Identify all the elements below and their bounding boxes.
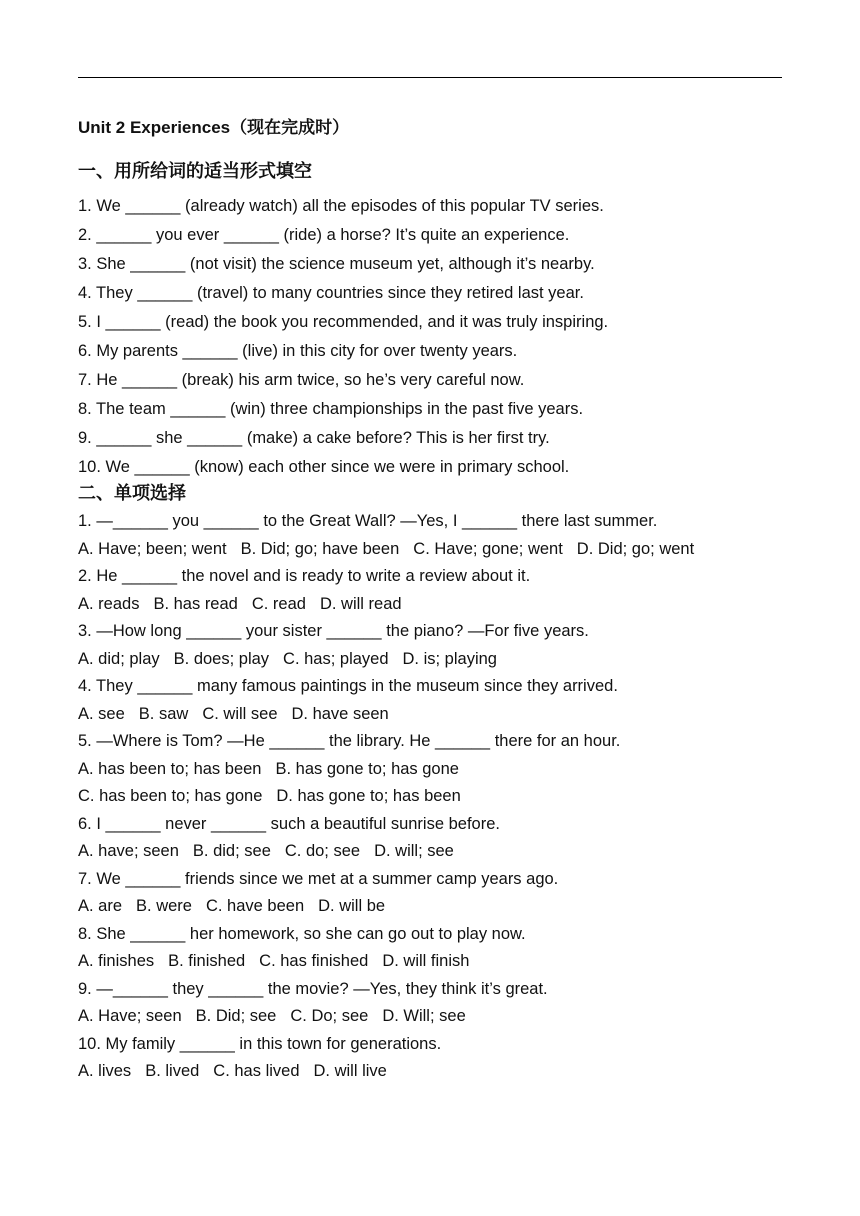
answer-option: D. will; see [374, 842, 454, 860]
options-row [78, 591, 798, 619]
question-stem: 2. He ______ the novel and is ready to write a review about it. [78, 567, 531, 585]
answer-option: A. Have; seen [78, 1007, 182, 1025]
fill-in-item: 6. My parents ______ (live) in this city for over twenty years. [78, 342, 518, 360]
fill-in-item: 8. The team ______ (win) three championships in the past five years. [78, 400, 584, 418]
options-row [78, 536, 798, 564]
section-heading-multiple-choice: 二、单项选择 [78, 483, 186, 504]
options-row [78, 1058, 798, 1086]
options-row [78, 783, 798, 811]
answer-option: C. have been [205, 897, 305, 915]
answer-option: D. will read [319, 594, 402, 613]
answer-option: C. Have; gone; went [413, 539, 563, 558]
fill-in-item: 2. ______ you ever ______ (ride) a horse? It’s quite an experience. [78, 226, 570, 244]
fill-in-list [78, 192, 798, 482]
answer-option: B. lived [145, 1062, 200, 1080]
header-rule [78, 77, 782, 78]
answer-option: C. has; played [283, 649, 389, 668]
options-row [78, 838, 798, 866]
question-stem: 6. I ______ never ______ such a beautiful sunrise before. [78, 814, 500, 833]
answer-option: D. will finish [382, 952, 470, 970]
answer-option: C. Do; see [290, 1007, 369, 1025]
fill-in-item: 7. He ______ (break) his arm twice, so he’s very careful now. [78, 371, 525, 389]
question-stem: 3. —How long ______ your sister ______ the piano? —For five years. [78, 622, 589, 640]
answer-option: C. will see [202, 704, 278, 723]
answer-option: D. have seen [291, 704, 389, 723]
answer-option: C. do; see [284, 842, 361, 860]
options-row [78, 948, 798, 976]
section-heading-fill-in: 一、用所给词的适当形式填空 [78, 161, 312, 182]
answer-option: C. has lived [213, 1062, 300, 1080]
answer-option: B. were [136, 897, 192, 915]
answer-option: B. has read [153, 594, 238, 613]
answer-option: A. has been to; has been [78, 759, 262, 778]
answer-option: B. Did; see [195, 1007, 277, 1025]
answer-option: A. are [78, 897, 123, 915]
answer-option: D. Did; go; went [576, 539, 695, 558]
answer-option: D. will live [313, 1062, 387, 1080]
question-stem: 9. —______ they ______ the movie? —Yes, they think it’s great. [78, 979, 548, 998]
answer-option: B. finished [168, 952, 246, 970]
answer-option: A. reads [78, 594, 140, 613]
multiple-choice-list [78, 508, 798, 1086]
fill-in-item: 9. ______ she ______ (make) a cake before? This is her first try. [78, 429, 550, 447]
answer-option: A. Have; been; went [78, 539, 227, 558]
answer-option: B. does; play [173, 649, 270, 668]
options-row [78, 701, 798, 729]
options-row [78, 1003, 798, 1031]
fill-in-item: 1. We ______ (already watch) all the episodes of this popular TV series. [78, 197, 604, 215]
answer-option: D. is; playing [402, 649, 497, 668]
answer-option: C. has finished [259, 952, 369, 970]
question-stem: 5. —Where is Tom? —He ______ the library. He ______ there for an hour. [78, 732, 621, 750]
answer-option: B. Did; go; have been [240, 539, 400, 558]
answer-option: C. read [251, 594, 306, 613]
fill-in-item: 10. We ______ (know) each other since we were in primary school. [78, 458, 570, 476]
options-row [78, 893, 798, 921]
answer-option: B. saw [138, 704, 189, 723]
answer-option: A. finishes [78, 952, 155, 970]
document-title: Unit 2 Experiences（现在完成时） [78, 118, 350, 137]
options-row [78, 756, 798, 784]
fill-in-item: 3. She ______ (not visit) the science museum yet, although it’s nearby. [78, 255, 595, 273]
answer-option: B. has gone to; has gone [275, 759, 459, 778]
question-stem: 1. —______ you ______ to the Great Wall? —Yes, I ______ there last summer. [78, 512, 658, 530]
question-stem: 7. We ______ friends since we met at a summer camp years ago. [78, 869, 559, 888]
question-stem: 10. My family ______ in this town for generations. [78, 1034, 442, 1053]
options-row [78, 646, 798, 674]
answer-option: A. see [78, 704, 125, 723]
answer-option: D. Will; see [382, 1007, 466, 1025]
question-stem: 4. They ______ many famous paintings in the museum since they arrived. [78, 677, 618, 695]
fill-in-item: 4. They ______ (travel) to many countries since they retired last year. [78, 284, 584, 302]
answer-option: D. will be [318, 897, 386, 915]
worksheet [78, 114, 798, 1086]
answer-option: A. did; play [78, 649, 160, 668]
answer-option: A. lives [78, 1062, 132, 1080]
fill-in-item: 5. I ______ (read) the book you recommended, and it was truly inspiring. [78, 313, 609, 331]
answer-option: D. has gone to; has been [276, 787, 461, 805]
answer-option: B. did; see [192, 842, 271, 860]
answer-option: A. have; seen [78, 842, 179, 860]
question-stem: 8. She ______ her homework, so she can go out to play now. [78, 924, 526, 943]
answer-option: C. has been to; has gone [78, 787, 263, 805]
